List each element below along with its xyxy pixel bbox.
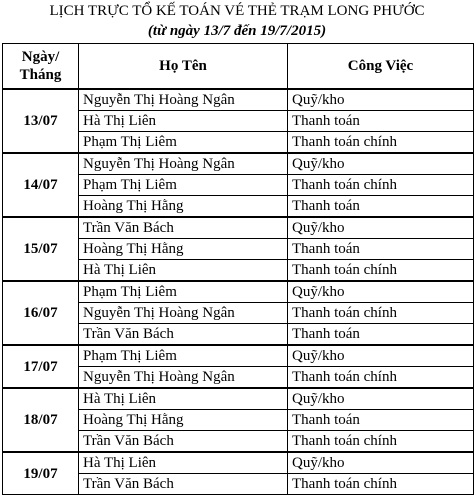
name-cell: Trần Văn Bách <box>79 431 288 453</box>
name-cell: Nguyễn Thị Hoàng Ngân <box>79 89 288 111</box>
header-task: Công Việc <box>288 44 474 90</box>
date-cell: 17/07 <box>3 345 79 388</box>
table-row <box>3 345 474 367</box>
header-date-line1: Ngày/ <box>21 49 60 65</box>
task-cell: Quỹ/kho <box>288 281 474 303</box>
task-cell: Thanh toán chính <box>288 367 474 389</box>
name-cell: Hà Thị Liên <box>79 452 288 474</box>
table-row <box>3 388 474 410</box>
task-cell: Thanh toán <box>288 410 474 431</box>
task-cell: Quỹ/kho <box>288 217 474 239</box>
task-cell: Quỹ/kho <box>288 89 474 111</box>
schedule-table <box>2 43 474 495</box>
date-cell: 19/07 <box>3 452 79 495</box>
task-cell: Quỹ/kho <box>288 388 474 410</box>
task-cell: Thanh toán chính <box>288 474 474 495</box>
name-cell: Phạm Thị Liêm <box>79 345 288 367</box>
task-cell: Thanh toán chính <box>288 303 474 324</box>
date-cell: 18/07 <box>3 388 79 452</box>
header-name: Họ Tên <box>79 44 288 90</box>
task-cell: Thanh toán chính <box>288 260 474 282</box>
header-date-line2: Tháng <box>19 67 62 83</box>
header-row <box>3 44 474 90</box>
schedule-body <box>3 89 474 495</box>
name-cell: Phạm Thị Liêm <box>79 281 288 303</box>
task-cell: Thanh toán chính <box>288 431 474 453</box>
task-cell: Thanh toán <box>288 111 474 132</box>
name-cell: Nguyễn Thị Hoàng Ngân <box>79 303 288 324</box>
header-date <box>3 44 79 90</box>
name-cell: Hà Thị Liên <box>79 388 288 410</box>
task-cell: Thanh toán <box>288 324 474 346</box>
task-cell: Thanh toán <box>288 196 474 218</box>
table-row <box>3 452 474 474</box>
task-cell: Thanh toán <box>288 239 474 260</box>
date-cell: 16/07 <box>3 281 79 345</box>
name-cell: Trần Văn Bách <box>79 217 288 239</box>
name-cell: Hà Thị Liên <box>79 260 288 282</box>
table-row <box>3 153 474 175</box>
name-cell: Hoàng Thị Hằng <box>79 239 288 260</box>
name-cell: Nguyễn Thị Hoàng Ngân <box>79 367 288 389</box>
name-cell: Hoàng Thị Hằng <box>79 410 288 431</box>
name-cell: Hà Thị Liên <box>79 111 288 132</box>
table-row <box>3 217 474 239</box>
date-cell: 13/07 <box>3 89 79 153</box>
name-cell: Phạm Thị Liêm <box>79 175 288 196</box>
task-cell: Quỹ/kho <box>288 345 474 367</box>
name-cell: Trần Văn Bách <box>79 474 288 495</box>
task-cell: Quỹ/kho <box>288 153 474 175</box>
table-row <box>3 281 474 303</box>
date-cell: 15/07 <box>3 217 79 281</box>
date-cell: 14/07 <box>3 153 79 217</box>
name-cell: Nguyễn Thị Hoàng Ngân <box>79 153 288 175</box>
task-cell: Thanh toán chính <box>288 132 474 154</box>
name-cell: Hoàng Thị Hằng <box>79 196 288 218</box>
task-cell: Thanh toán chính <box>288 175 474 196</box>
task-cell: Quỹ/kho <box>288 452 474 474</box>
page-subtitle: (từ ngày 13/7 đến 19/7/2015) <box>147 23 327 39</box>
table-row <box>3 89 474 111</box>
name-cell: Trần Văn Bách <box>79 324 288 346</box>
page-title: LỊCH TRỰC TỔ KẾ TOÁN VÉ THẺ TRẠM LONG PHƯỚC <box>49 3 425 19</box>
name-cell: Phạm Thị Liêm <box>79 132 288 154</box>
